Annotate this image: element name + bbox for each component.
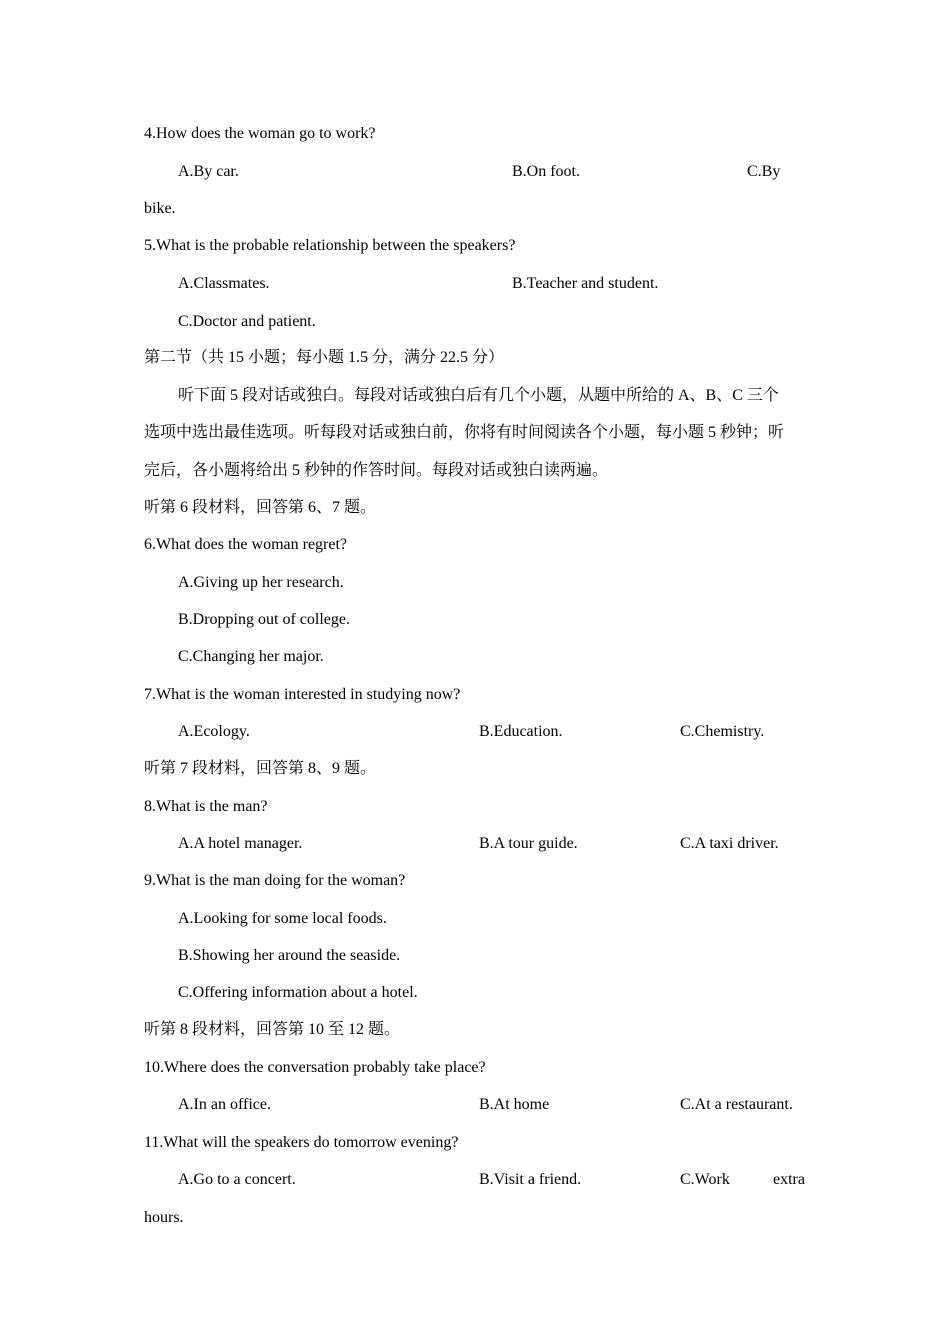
question-9-option-b: B.Showing her around the seaside. xyxy=(178,947,401,964)
question-8-stem: 8.What is the man? xyxy=(144,798,268,815)
question-4-option-a: A.By car. xyxy=(178,163,239,180)
question-5-option-a: A.Classmates. xyxy=(178,275,270,292)
question-11-option-c: C.Work xyxy=(680,1171,730,1188)
section-2-instructions-line-2: 选项中选出最佳选项。听每段对话或独白前，你将有时间阅读各个小题，每小题 5 秒钟；听 xyxy=(144,424,785,441)
question-7-stem: 7.What is the woman interested in studying now? xyxy=(144,686,461,703)
question-4-option-c-continued: bike. xyxy=(144,200,176,217)
question-11-option-c-continued: hours. xyxy=(144,1209,184,1226)
question-4-option-c: C.By xyxy=(747,163,781,180)
question-4-option-b: B.On foot. xyxy=(512,163,580,180)
material-6-heading: 听第 6 段材料，回答第 6、7 题。 xyxy=(144,499,377,516)
material-8-heading: 听第 8 段材料，回答第 10 至 12 题。 xyxy=(144,1021,401,1038)
question-9-stem: 9.What is the man doing for the woman? xyxy=(144,872,406,889)
question-6-option-b: B.Dropping out of college. xyxy=(178,611,350,628)
question-9-option-a: A.Looking for some local foods. xyxy=(178,910,387,927)
question-10-option-b: B.At home xyxy=(479,1096,550,1113)
question-10-option-c: C.At a restaurant. xyxy=(680,1096,793,1113)
question-11-option-a: A.Go to a concert. xyxy=(178,1171,296,1188)
question-6-option-a: A.Giving up her research. xyxy=(178,574,344,591)
section-2-title: 第二节（共 15 小题；每小题 1.5 分，满分 22.5 分） xyxy=(144,349,505,366)
question-5-stem: 5.What is the probable relationship between the speakers? xyxy=(144,237,516,254)
question-8-option-c: C.A taxi driver. xyxy=(680,835,779,852)
question-5-option-b: B.Teacher and student. xyxy=(512,275,659,292)
material-7-heading: 听第 7 段材料，回答第 8、9 题。 xyxy=(144,760,377,777)
question-11-option-c-word-2: extra xyxy=(773,1171,805,1188)
question-7-option-b: B.Education. xyxy=(479,723,563,740)
question-5-option-c: C.Doctor and patient. xyxy=(178,313,316,330)
section-2-instructions-line-1: 听下面 5 段对话或独白。每段对话或独白后有几个小题，从题中所给的 A、B、C 三个 xyxy=(178,387,779,404)
question-6-option-c: C.Changing her major. xyxy=(178,648,324,665)
section-2-instructions-line-3: 完后，各小题将给出 5 秒钟的作答时间。每段对话或独白读两遍。 xyxy=(144,462,609,479)
question-7-option-a: A.Ecology. xyxy=(178,723,250,740)
question-11-option-b: B.Visit a friend. xyxy=(479,1171,582,1188)
question-10-stem: 10.Where does the conversation probably take place? xyxy=(144,1059,486,1076)
question-10-option-a: A.In an office. xyxy=(178,1096,271,1113)
question-11-stem: 11.What will the speakers do tomorrow evening? xyxy=(144,1134,459,1151)
question-4-stem: 4.How does the woman go to work? xyxy=(144,125,376,142)
question-8-option-b: B.A tour guide. xyxy=(479,835,578,852)
question-8-option-a: A.A hotel manager. xyxy=(178,835,303,852)
question-7-option-c: C.Chemistry. xyxy=(680,723,765,740)
question-9-option-c: C.Offering information about a hotel. xyxy=(178,984,418,1001)
question-6-stem: 6.What does the woman regret? xyxy=(144,536,348,553)
